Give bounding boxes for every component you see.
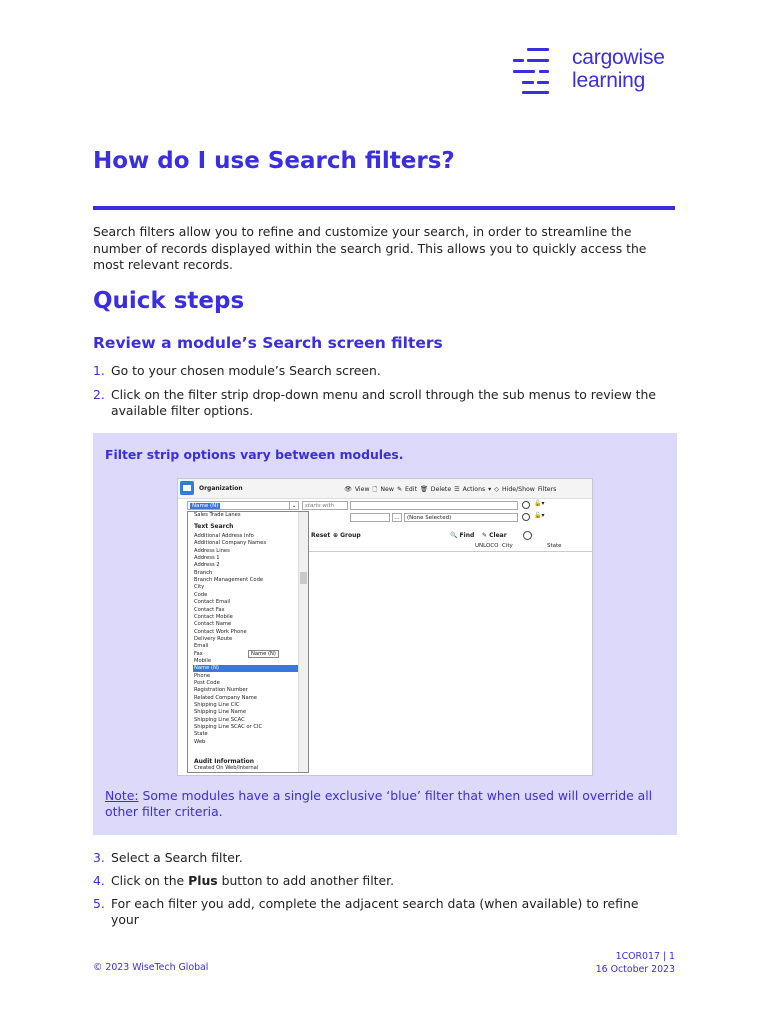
none-selected-field: (None Selected) — [404, 513, 518, 522]
filter-value-input-2 — [350, 513, 390, 522]
dropdown-item[interactable]: Delivery Route — [194, 635, 233, 642]
dropdown-item[interactable]: Shipping Line SCAC or CIC — [194, 724, 263, 731]
footer-doc-code: 1COR017 | 1 — [615, 951, 675, 962]
footer-date: 16 October 2023 — [595, 964, 675, 975]
step-number: 5. — [93, 896, 105, 911]
step-text: Go to your chosen module’s Search screen. — [111, 363, 381, 378]
dropdown-item[interactable]: Related Company Name — [194, 694, 257, 701]
filter-value-input — [350, 501, 518, 510]
quick-steps-heading: Quick steps — [93, 288, 245, 314]
dropdown-item[interactable]: Address 2 — [194, 562, 220, 569]
lock-icon: 🔓▾ — [534, 500, 545, 507]
logo-line2: learning — [572, 69, 646, 92]
dropdown-item[interactable]: Contact Fax — [194, 606, 225, 613]
logo-mark-icon — [513, 48, 563, 96]
dropdown-item[interactable]: Additional Address Info — [194, 533, 254, 539]
reset-button: Reset — [311, 532, 331, 539]
dropdown-item[interactable]: Contact Mobile — [194, 613, 233, 620]
dropdown-item[interactable]: Address 1 — [194, 555, 220, 562]
tooltip: Name (N) — [248, 650, 279, 658]
step-text: Select a Search filter. — [111, 850, 243, 865]
dropdown-item[interactable]: Mobile — [194, 657, 212, 664]
dropdown-item[interactable]: Registration Number — [194, 687, 248, 694]
logo-line1: cargowise — [572, 46, 665, 69]
step-text: Click on the Plus button to add another filter. — [111, 873, 395, 888]
step-number: 2. — [93, 387, 105, 402]
dropdown-item[interactable]: Code — [194, 591, 208, 598]
module-name: Organization — [199, 485, 243, 492]
dropdown-scrollbar — [298, 512, 308, 772]
grid-header: UNLOCO City State — [309, 542, 592, 552]
dropdown-item[interactable]: Shipping Line CIC — [194, 702, 240, 709]
dropdown-item[interactable]: Address Lines — [194, 547, 230, 554]
home-icon — [180, 481, 194, 495]
remove-filter-icon — [522, 513, 530, 521]
intro-paragraph: Search filters allow you to refine and customize your search, in order to streamline the number of records displayed within the search grid. This allows you to quickly access the most relevant records. — [93, 224, 647, 272]
footer-copyright: © 2023 WiseTech Global — [93, 962, 209, 973]
operator-select: starts with — [302, 501, 348, 510]
chevron-down-icon: ⌄ — [289, 501, 299, 510]
clear-button: ✎ Clear — [482, 532, 507, 539]
filter-field-select: Name (N) — [187, 501, 299, 510]
group-button: ⊕ Group — [333, 532, 361, 539]
cargowise-logo — [513, 46, 683, 98]
dropdown-item[interactable]: Branch Management Code — [194, 577, 264, 584]
dropdown-item[interactable]: Phone — [194, 672, 211, 679]
add-filter-icon — [523, 531, 532, 540]
step-text: For each filter you add, complete the adjacent search data (when available) to refine your — [111, 896, 639, 927]
step-number: 1. — [93, 363, 105, 378]
step-number: 4. — [93, 873, 105, 888]
filter-dropdown-list: Sales Trade Lanes Text Search Additional Address Info Additional Company Names Address Lines Address 1 Address 2 Branch Branch Management Code City Code Contact Email Contact Fax Contact Mobile Contact Name Contact Work Phone Delivery Route Email Fax Mobile Name (N) Phone Post Code Registration Number Related Company Name Shipping Line CIC Shipping Line Name Shipping Line SCAC Shipping Line SCAC or CIC State Web Audit Information Created On Web/Internal — [187, 511, 309, 773]
step-number: 3. — [93, 850, 105, 865]
note-text: Some modules have a single exclusive ‘blue’ filter that when used will override all other filter criteria. — [105, 788, 653, 819]
dropdown-item[interactable]: Web — [194, 738, 206, 745]
section-heading: Review a module’s Search screen filters — [93, 334, 443, 352]
callout-box — [93, 433, 677, 835]
dropdown-item[interactable]: Shipping Line SCAC — [194, 716, 245, 723]
ellipsis-button: … — [392, 513, 402, 522]
dropdown-item[interactable]: Post Code — [194, 680, 220, 686]
find-button: 🔍 Find — [450, 532, 475, 539]
dropdown-item[interactable]: Additional Company Names — [194, 540, 267, 547]
dropdown-item[interactable]: Shipping Line Name — [194, 709, 247, 716]
footer-info — [596, 950, 675, 976]
remove-filter-icon — [522, 501, 530, 509]
dropdown-item[interactable]: State — [194, 731, 208, 738]
dropdown-item[interactable]: Fax — [194, 650, 203, 657]
dropdown-item[interactable]: Branch — [194, 569, 213, 576]
search-screen-screenshot — [177, 478, 593, 776]
screenshot-toolbar — [178, 479, 592, 499]
dropdown-item[interactable]: Name (N) — [194, 665, 219, 672]
dropdown-item[interactable]: Contact Work Phone — [194, 628, 247, 635]
toolbar-actions: 👁 View 🗋 New ✎ Edit 🗑 Delete ☰ Actions ▾ ◇ Hide/Show Filters — [344, 486, 557, 493]
dropdown-item[interactable]: Contact Name — [194, 621, 232, 628]
page-title: How do I use Search filters? — [93, 148, 455, 174]
dropdown-item[interactable]: Email — [194, 643, 209, 650]
title-divider — [93, 206, 675, 210]
callout-heading: Filter strip options vary between modules. — [105, 447, 404, 462]
callout-note — [105, 788, 665, 820]
dropdown-item[interactable]: City — [194, 584, 205, 591]
dropdown-item[interactable]: Contact Email — [194, 599, 231, 606]
lock-icon: 🔓▾ — [534, 512, 545, 519]
step-text: Click on the filter strip drop-down menu and scroll through the sub menus to review the available filter options. — [111, 387, 657, 418]
note-label: Note: — [105, 788, 139, 803]
